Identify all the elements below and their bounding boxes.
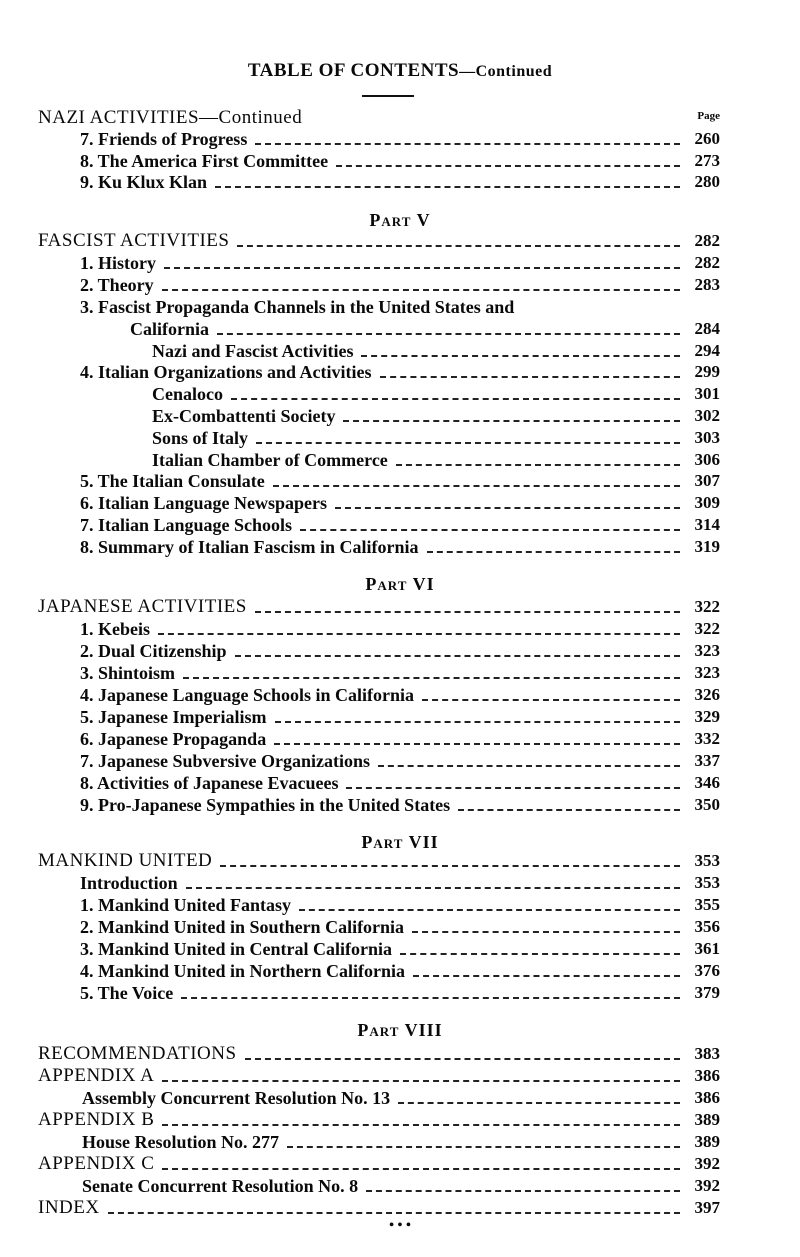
toc-entry-label: 1. History	[80, 253, 156, 273]
dot-leader	[335, 507, 680, 509]
toc-entry-row	[0, 772, 800, 794]
toc-section-label: JAPANESE ACTIVITIES	[38, 596, 247, 617]
page-number: 389	[694, 1132, 720, 1151]
dot-leader	[256, 442, 680, 444]
toc-entry-label: 2. Theory	[80, 275, 154, 295]
toc-section-row	[0, 850, 800, 872]
title-rule	[362, 95, 414, 97]
toc-entry-label: Introduction	[80, 873, 178, 893]
toc-entry-label: California	[130, 319, 209, 339]
dot-leader	[287, 1146, 680, 1148]
page-number: 386	[694, 1066, 720, 1085]
dot-leader	[162, 1124, 680, 1126]
page-number: 353	[694, 873, 720, 892]
page-number: 353	[694, 851, 720, 870]
dot-leader	[400, 953, 680, 955]
toc-entry-row	[0, 938, 800, 960]
toc-entry-row	[0, 662, 800, 684]
toc-entry-label: 2. Dual Citizenship	[80, 641, 227, 661]
toc-section-row	[0, 596, 800, 618]
dot-leader	[186, 887, 680, 889]
toc-entry-label: 4. Japanese Language Schools in California	[80, 685, 415, 705]
page-title	[0, 60, 800, 82]
page-number: 309	[694, 493, 720, 512]
part-heading: Part V	[369, 210, 431, 230]
page-number: 329	[694, 707, 720, 726]
page-number: 282	[694, 253, 720, 272]
page-number: 260	[694, 129, 720, 148]
dot-leader	[458, 809, 680, 811]
dot-leader	[231, 398, 680, 400]
toc-entry-label: 1. Mankind United Fantasy	[80, 895, 292, 915]
page-number: 350	[694, 795, 720, 814]
toc-entry-label: 7. Friends of Progress	[80, 129, 248, 149]
dot-leader	[366, 1190, 680, 1192]
page-number: 273	[694, 151, 720, 170]
toc-entry-label: 9. Pro-Japanese Sympathies in the United States	[80, 795, 451, 815]
page-number: 323	[694, 663, 720, 682]
dot-leader	[215, 186, 680, 188]
toc-entry-row	[0, 252, 800, 274]
toc-entry-row	[0, 405, 800, 427]
page-number: 379	[694, 983, 720, 1002]
dot-leader	[300, 529, 680, 531]
page-number: 314	[694, 515, 720, 534]
dot-leader	[237, 245, 680, 247]
page-footer: • • •	[389, 1218, 411, 1233]
page-number: 356	[694, 917, 720, 936]
page-number: 376	[694, 961, 720, 980]
toc-section-row	[0, 1197, 800, 1219]
dot-leader	[380, 376, 680, 378]
toc-entry-row	[0, 383, 800, 405]
page-number: 282	[694, 231, 720, 250]
toc-entry-row	[0, 872, 800, 894]
dot-leader	[274, 743, 680, 745]
dot-leader	[255, 611, 680, 613]
toc-entry-label: 2. Mankind United in Southern California	[80, 917, 405, 937]
toc-entry-row	[0, 361, 800, 383]
toc-entry-label: House Resolution No. 277	[82, 1132, 280, 1152]
toc-entry-row	[0, 684, 800, 706]
page-number: 322	[694, 597, 720, 616]
dot-leader	[398, 1102, 680, 1104]
page-number: 302	[694, 406, 720, 425]
toc-entry-label: 4. Mankind United in Northern California	[80, 961, 406, 981]
page-number: 337	[694, 751, 720, 770]
dot-leader	[162, 1168, 680, 1170]
toc-entry-row	[0, 536, 800, 558]
toc-entry-row	[0, 916, 800, 938]
page-number: 326	[694, 685, 720, 704]
toc-entry-row	[0, 128, 800, 150]
dot-leader	[162, 1080, 680, 1082]
dot-leader	[158, 633, 680, 635]
page-number: 319	[694, 537, 720, 556]
toc-entry-row	[0, 640, 800, 662]
toc-entry-row	[0, 960, 800, 982]
toc-entry-row	[0, 171, 800, 193]
toc-entry-label: Assembly Concurrent Resolution No. 13	[82, 1088, 391, 1108]
toc-section-label: APPENDIX B	[38, 1109, 155, 1130]
dot-leader	[183, 677, 680, 679]
toc-entry-label: 8. Summary of Italian Fascism in California	[80, 537, 419, 557]
page-number: 307	[694, 471, 720, 490]
dot-leader	[255, 143, 680, 145]
page-number: 392	[694, 1176, 720, 1195]
toc-section-row	[0, 1043, 800, 1065]
toc-section-label: FASCIST ACTIVITIES	[38, 230, 230, 251]
toc-entry-row	[0, 1087, 800, 1109]
toc-entry-row	[0, 340, 800, 362]
toc-entry-label: 9. Ku Klux Klan	[80, 172, 208, 192]
dot-leader	[413, 975, 680, 977]
part-heading: Part VIII	[357, 1020, 443, 1040]
toc-entry-row	[0, 318, 800, 340]
dot-leader	[412, 931, 680, 933]
toc-section-label: INDEX	[38, 1197, 100, 1218]
page-number: 392	[694, 1154, 720, 1173]
toc-entry-label: Italian Chamber of Commerce	[152, 450, 388, 470]
toc-entry-row	[0, 982, 800, 1004]
page-number: 389	[694, 1110, 720, 1129]
toc-section-row	[0, 1065, 800, 1087]
page-number: 332	[694, 729, 720, 748]
page-number: 299	[694, 362, 720, 381]
toc-section-label: NAZI ACTIVITIES—Continued	[38, 107, 303, 128]
page-number: 323	[694, 641, 720, 660]
toc-entry-label: Ex-Combattenti Society	[152, 406, 336, 426]
dot-leader	[108, 1212, 680, 1214]
toc-entry-label: 8. Activities of Japanese Evacuees	[80, 773, 339, 793]
toc-section-row	[0, 230, 800, 252]
toc-entry-label: Senate Concurrent Resolution No. 8	[82, 1176, 359, 1196]
dot-leader	[336, 165, 680, 167]
page-number: 301	[694, 384, 720, 403]
toc-entry-label: 1. Kebeis	[80, 619, 150, 639]
toc-entry-row	[0, 750, 800, 772]
toc-section-label: MANKIND UNITED	[38, 850, 213, 871]
toc-entry-label: Cenaloco	[152, 384, 223, 404]
dot-leader	[378, 765, 680, 767]
page-number: 386	[694, 1088, 720, 1107]
toc-entry-label: 6. Italian Language Newspapers	[80, 493, 328, 513]
toc-entry-label: 3. Mankind United in Central California	[80, 939, 393, 959]
dot-leader	[427, 551, 680, 553]
toc-entry-row	[0, 296, 800, 318]
toc-entry-label: 3. Shintoism	[80, 663, 176, 683]
dot-leader	[273, 485, 680, 487]
toc-entry-label: 7. Japanese Subversive Organizations	[80, 751, 371, 771]
toc-entry-row	[0, 618, 800, 640]
toc-entry-row	[0, 894, 800, 916]
toc-entry-row	[0, 150, 800, 172]
part-heading: Part VI	[365, 574, 435, 594]
toc-entry-row	[0, 1131, 800, 1153]
dot-leader	[361, 355, 680, 357]
part-heading: Part VII	[361, 832, 439, 852]
page-number: 283	[694, 275, 720, 294]
toc-section-row	[0, 107, 800, 129]
dot-leader	[275, 721, 681, 723]
dot-leader	[164, 267, 680, 269]
toc-entry-label: Nazi and Fascist Activities	[152, 341, 354, 361]
dot-leader	[220, 865, 680, 867]
dot-leader	[346, 787, 680, 789]
page-number: 397	[694, 1198, 720, 1217]
toc-entry-row	[0, 1175, 800, 1197]
toc-section-row	[0, 1153, 800, 1175]
toc-entry-row	[0, 492, 800, 514]
toc-section-row	[0, 1109, 800, 1131]
toc-section-label: APPENDIX C	[38, 1153, 155, 1174]
page-number: 280	[694, 172, 720, 191]
toc-entry-row	[0, 514, 800, 536]
toc-entry-label: Sons of Italy	[152, 428, 249, 448]
dot-leader	[162, 289, 680, 291]
title-suffix: —Continued	[459, 63, 553, 80]
page-number: 383	[694, 1044, 720, 1063]
toc-entry-row	[0, 728, 800, 750]
toc-entry-label: 7. Italian Language Schools	[80, 515, 293, 535]
toc-entry-row	[0, 427, 800, 449]
dot-leader	[396, 464, 680, 466]
page-number: 346	[694, 773, 720, 792]
toc-entry-row	[0, 449, 800, 471]
dot-leader	[217, 333, 680, 335]
page-number: 355	[694, 895, 720, 914]
toc-entry-label: 8. The America First Committee	[80, 151, 329, 171]
toc-section-label: APPENDIX A	[38, 1065, 155, 1086]
toc-entry-label: 6. Japanese Propaganda	[80, 729, 267, 749]
toc-entry-label: 5. Japanese Imperialism	[80, 707, 267, 727]
dot-leader	[181, 997, 680, 999]
dot-leader	[422, 699, 680, 701]
page-number: 322	[694, 619, 720, 638]
title-text: TABLE OF CONTENTS	[247, 60, 460, 81]
toc-entry-label: 3. Fascist Propaganda Channels in the United States and	[80, 297, 515, 317]
toc-entry-label: 5. The Italian Consulate	[80, 471, 265, 491]
dot-leader	[245, 1058, 680, 1060]
dot-leader	[235, 655, 680, 657]
toc-entry-label: 5. The Voice	[80, 983, 174, 1003]
toc-entry-row	[0, 470, 800, 492]
toc-entry-row	[0, 274, 800, 296]
page-column-label: Page	[697, 110, 720, 122]
toc-entry-label: 4. Italian Organizations and Activities	[80, 362, 372, 382]
toc-entry-row	[0, 706, 800, 728]
page-number: 306	[694, 450, 720, 469]
dot-leader	[343, 420, 680, 422]
page-number: 294	[694, 341, 720, 360]
page-number: 303	[694, 428, 720, 447]
page-number: 361	[694, 939, 720, 958]
dot-leader	[299, 909, 680, 911]
toc-entry-row	[0, 794, 800, 816]
page-number: 284	[694, 319, 720, 338]
toc-section-label: RECOMMENDATIONS	[38, 1043, 237, 1064]
